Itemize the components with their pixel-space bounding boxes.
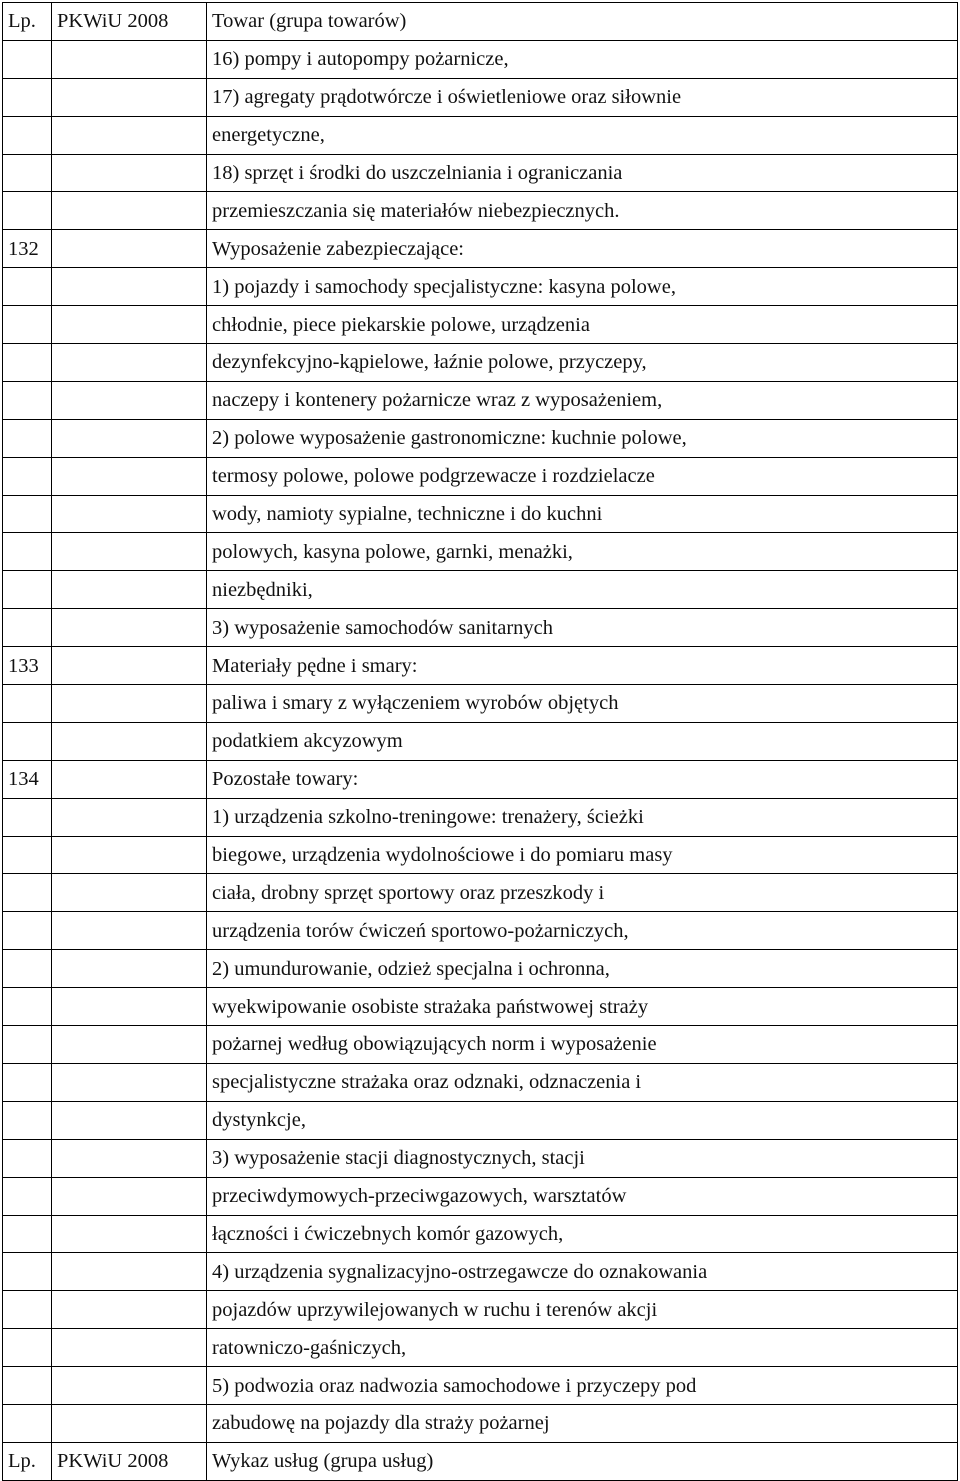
- row-lp-cell: 133: [3, 647, 52, 685]
- row-pkwiu-cell: [52, 609, 207, 647]
- row-pkwiu-cell: [52, 1026, 207, 1064]
- row-goods-cell: dezynfekcyjno-kąpielowe, łaźnie polowe, przyczepy,: [207, 344, 958, 382]
- row-lp-cell: [3, 381, 52, 419]
- table-row: [3, 1253, 958, 1291]
- row-lp-cell: [3, 40, 52, 78]
- row-lp-cell: [3, 609, 52, 647]
- table-row: [3, 230, 958, 268]
- row-goods-cell: chłodnie, piece piekarskie polowe, urządzenia: [207, 306, 958, 344]
- row-pkwiu-cell: [52, 571, 207, 609]
- row-lp-cell: [3, 268, 52, 306]
- table-row: [3, 1367, 958, 1405]
- row-goods-cell: wody, namioty sypialne, techniczne i do kuchni: [207, 495, 958, 533]
- row-goods-cell: 2) polowe wyposażenie gastronomiczne: kuchnie polowe,: [207, 419, 958, 457]
- footer-lp: Lp.: [3, 1442, 52, 1480]
- table-row: [3, 1101, 958, 1139]
- goods-table: [2, 2, 958, 1481]
- row-goods-cell: termosy polowe, polowe podgrzewacze i rozdzielacze: [207, 457, 958, 495]
- row-goods-cell: 16) pompy i autopompy pożarnicze,: [207, 40, 958, 78]
- row-lp-cell: [3, 1139, 52, 1177]
- row-pkwiu-cell: [52, 1139, 207, 1177]
- row-pkwiu-cell: [52, 116, 207, 154]
- row-goods-cell: 5) podwozia oraz nadwozia samochodowe i przyczepy pod: [207, 1367, 958, 1405]
- row-goods-cell: ratowniczo-gaśniczych,: [207, 1329, 958, 1367]
- row-pkwiu-cell: [52, 722, 207, 760]
- table-footer-row: [3, 1442, 958, 1480]
- row-goods-cell: 17) agregaty prądotwórcze i oświetleniowe oraz siłownie: [207, 78, 958, 116]
- row-lp-cell: [3, 1291, 52, 1329]
- row-pkwiu-cell: [52, 1063, 207, 1101]
- row-pkwiu-cell: [52, 230, 207, 268]
- row-lp-cell: [3, 533, 52, 571]
- row-pkwiu-cell: [52, 495, 207, 533]
- row-goods-cell: specjalistyczne strażaka oraz odznaki, odznaczenia i: [207, 1063, 958, 1101]
- row-goods-cell: przemieszczania się materiałów niebezpiecznych.: [207, 192, 958, 230]
- row-pkwiu-cell: [52, 1253, 207, 1291]
- table-row: [3, 798, 958, 836]
- row-pkwiu-cell: [52, 381, 207, 419]
- row-lp-cell: [3, 1101, 52, 1139]
- table-row: [3, 912, 958, 950]
- table-row: [3, 1215, 958, 1253]
- row-lp-cell: [3, 798, 52, 836]
- footer-pkwiu: PKWiU 2008: [52, 1442, 207, 1480]
- table-row: [3, 533, 958, 571]
- row-lp-cell: [3, 1329, 52, 1367]
- row-lp-cell: [3, 344, 52, 382]
- table-row: [3, 78, 958, 116]
- row-goods-cell: łączności i ćwiczebnych komór gazowych,: [207, 1215, 958, 1253]
- row-lp-cell: [3, 1367, 52, 1405]
- row-pkwiu-cell: [52, 533, 207, 571]
- row-pkwiu-cell: [52, 192, 207, 230]
- table-row: [3, 154, 958, 192]
- row-goods-cell: podatkiem akcyzowym: [207, 722, 958, 760]
- row-goods-cell: 3) wyposażenie stacji diagnostycznych, stacji: [207, 1139, 958, 1177]
- row-goods-cell: ciała, drobny sprzęt sportowy oraz przeszkody i: [207, 874, 958, 912]
- table-row: [3, 647, 958, 685]
- header-pkwiu: PKWiU 2008: [52, 3, 207, 41]
- table-row: [3, 1291, 958, 1329]
- table-row: [3, 457, 958, 495]
- row-lp-cell: [3, 495, 52, 533]
- row-pkwiu-cell: [52, 344, 207, 382]
- row-pkwiu-cell: [52, 988, 207, 1026]
- row-goods-cell: paliwa i smary z wyłączeniem wyrobów objętych: [207, 685, 958, 723]
- row-goods-cell: niezbędniki,: [207, 571, 958, 609]
- row-lp-cell: [3, 192, 52, 230]
- table-row: [3, 192, 958, 230]
- table-row: [3, 722, 958, 760]
- row-lp-cell: [3, 722, 52, 760]
- row-lp-cell: [3, 836, 52, 874]
- row-lp-cell: [3, 1177, 52, 1215]
- row-pkwiu-cell: [52, 950, 207, 988]
- row-lp-cell: [3, 571, 52, 609]
- table-row: [3, 1026, 958, 1064]
- row-goods-cell: pojazdów uprzywilejowanych w ruchu i terenów akcji: [207, 1291, 958, 1329]
- header-lp: Lp.: [3, 3, 52, 41]
- row-pkwiu-cell: [52, 154, 207, 192]
- table-row: [3, 495, 958, 533]
- table-header-row: [3, 3, 958, 41]
- table-row: [3, 381, 958, 419]
- table-row: [3, 571, 958, 609]
- row-pkwiu-cell: [52, 1101, 207, 1139]
- row-goods-cell: 4) urządzenia sygnalizacyjno-ostrzegawcze do oznakowania: [207, 1253, 958, 1291]
- row-pkwiu-cell: [52, 1367, 207, 1405]
- row-lp-cell: [3, 1026, 52, 1064]
- row-lp-cell: [3, 1404, 52, 1442]
- table-row: [3, 950, 958, 988]
- row-lp-cell: [3, 874, 52, 912]
- row-goods-cell: polowych, kasyna polowe, garnki, menażki,: [207, 533, 958, 571]
- table-row: [3, 344, 958, 382]
- table-body: [3, 40, 958, 1442]
- table-row: [3, 40, 958, 78]
- row-lp-cell: [3, 419, 52, 457]
- row-lp-cell: [3, 116, 52, 154]
- table-row: [3, 116, 958, 154]
- row-pkwiu-cell: [52, 1291, 207, 1329]
- row-pkwiu-cell: [52, 760, 207, 798]
- table-row: [3, 760, 958, 798]
- row-pkwiu-cell: [52, 268, 207, 306]
- row-lp-cell: [3, 1215, 52, 1253]
- row-goods-cell: 1) urządzenia szkolno-treningowe: trenażery, ścieżki: [207, 798, 958, 836]
- table-row: [3, 419, 958, 457]
- row-goods-cell: 18) sprzęt i środki do uszczelniania i ograniczania: [207, 154, 958, 192]
- row-lp-cell: [3, 1253, 52, 1291]
- row-goods-cell: Materiały pędne i smary:: [207, 647, 958, 685]
- row-goods-cell: 1) pojazdy i samochody specjalistyczne: kasyna polowe,: [207, 268, 958, 306]
- row-pkwiu-cell: [52, 1329, 207, 1367]
- row-pkwiu-cell: [52, 40, 207, 78]
- footer-services: Wykaz usług (grupa usług): [207, 1442, 958, 1480]
- row-pkwiu-cell: [52, 306, 207, 344]
- row-goods-cell: biegowe, urządzenia wydolnościowe i do pomiaru masy: [207, 836, 958, 874]
- row-goods-cell: przeciwdymowych-przeciwgazowych, warsztatów: [207, 1177, 958, 1215]
- row-lp-cell: [3, 950, 52, 988]
- row-lp-cell: [3, 685, 52, 723]
- header-goods: Towar (grupa towarów): [207, 3, 958, 41]
- row-goods-cell: 2) umundurowanie, odzież specjalna i ochronna,: [207, 950, 958, 988]
- table-row: [3, 609, 958, 647]
- row-lp-cell: [3, 912, 52, 950]
- row-goods-cell: energetyczne,: [207, 116, 958, 154]
- row-pkwiu-cell: [52, 1215, 207, 1253]
- row-lp-cell: 134: [3, 760, 52, 798]
- row-pkwiu-cell: [52, 798, 207, 836]
- table-row: [3, 1177, 958, 1215]
- table-row: [3, 306, 958, 344]
- table-row: [3, 988, 958, 1026]
- row-pkwiu-cell: [52, 78, 207, 116]
- row-pkwiu-cell: [52, 836, 207, 874]
- row-lp-cell: [3, 457, 52, 495]
- table-row: [3, 874, 958, 912]
- table-row: [3, 685, 958, 723]
- table-row: [3, 268, 958, 306]
- row-pkwiu-cell: [52, 874, 207, 912]
- row-lp-cell: [3, 154, 52, 192]
- row-goods-cell: Wyposażenie zabezpieczające:: [207, 230, 958, 268]
- row-pkwiu-cell: [52, 647, 207, 685]
- row-goods-cell: dystynkcje,: [207, 1101, 958, 1139]
- row-goods-cell: naczepy i kontenery pożarnicze wraz z wyposażeniem,: [207, 381, 958, 419]
- row-pkwiu-cell: [52, 419, 207, 457]
- row-goods-cell: urządzenia torów ćwiczeń sportowo-pożarniczych,: [207, 912, 958, 950]
- row-lp-cell: [3, 306, 52, 344]
- row-lp-cell: [3, 78, 52, 116]
- table-row: [3, 1404, 958, 1442]
- row-goods-cell: wyekwipowanie osobiste strażaka państwowej straży: [207, 988, 958, 1026]
- row-pkwiu-cell: [52, 1404, 207, 1442]
- row-goods-cell: zabudowę na pojazdy dla straży pożarnej: [207, 1404, 958, 1442]
- row-pkwiu-cell: [52, 685, 207, 723]
- table-row: [3, 1139, 958, 1177]
- table-row: [3, 836, 958, 874]
- row-pkwiu-cell: [52, 912, 207, 950]
- table-row: [3, 1329, 958, 1367]
- row-goods-cell: pożarnej według obowiązujących norm i wyposażenie: [207, 1026, 958, 1064]
- row-goods-cell: Pozostałe towary:: [207, 760, 958, 798]
- row-lp-cell: 132: [3, 230, 52, 268]
- row-lp-cell: [3, 1063, 52, 1101]
- row-lp-cell: [3, 988, 52, 1026]
- row-pkwiu-cell: [52, 1177, 207, 1215]
- row-pkwiu-cell: [52, 457, 207, 495]
- row-goods-cell: 3) wyposażenie samochodów sanitarnych: [207, 609, 958, 647]
- table-row: [3, 1063, 958, 1101]
